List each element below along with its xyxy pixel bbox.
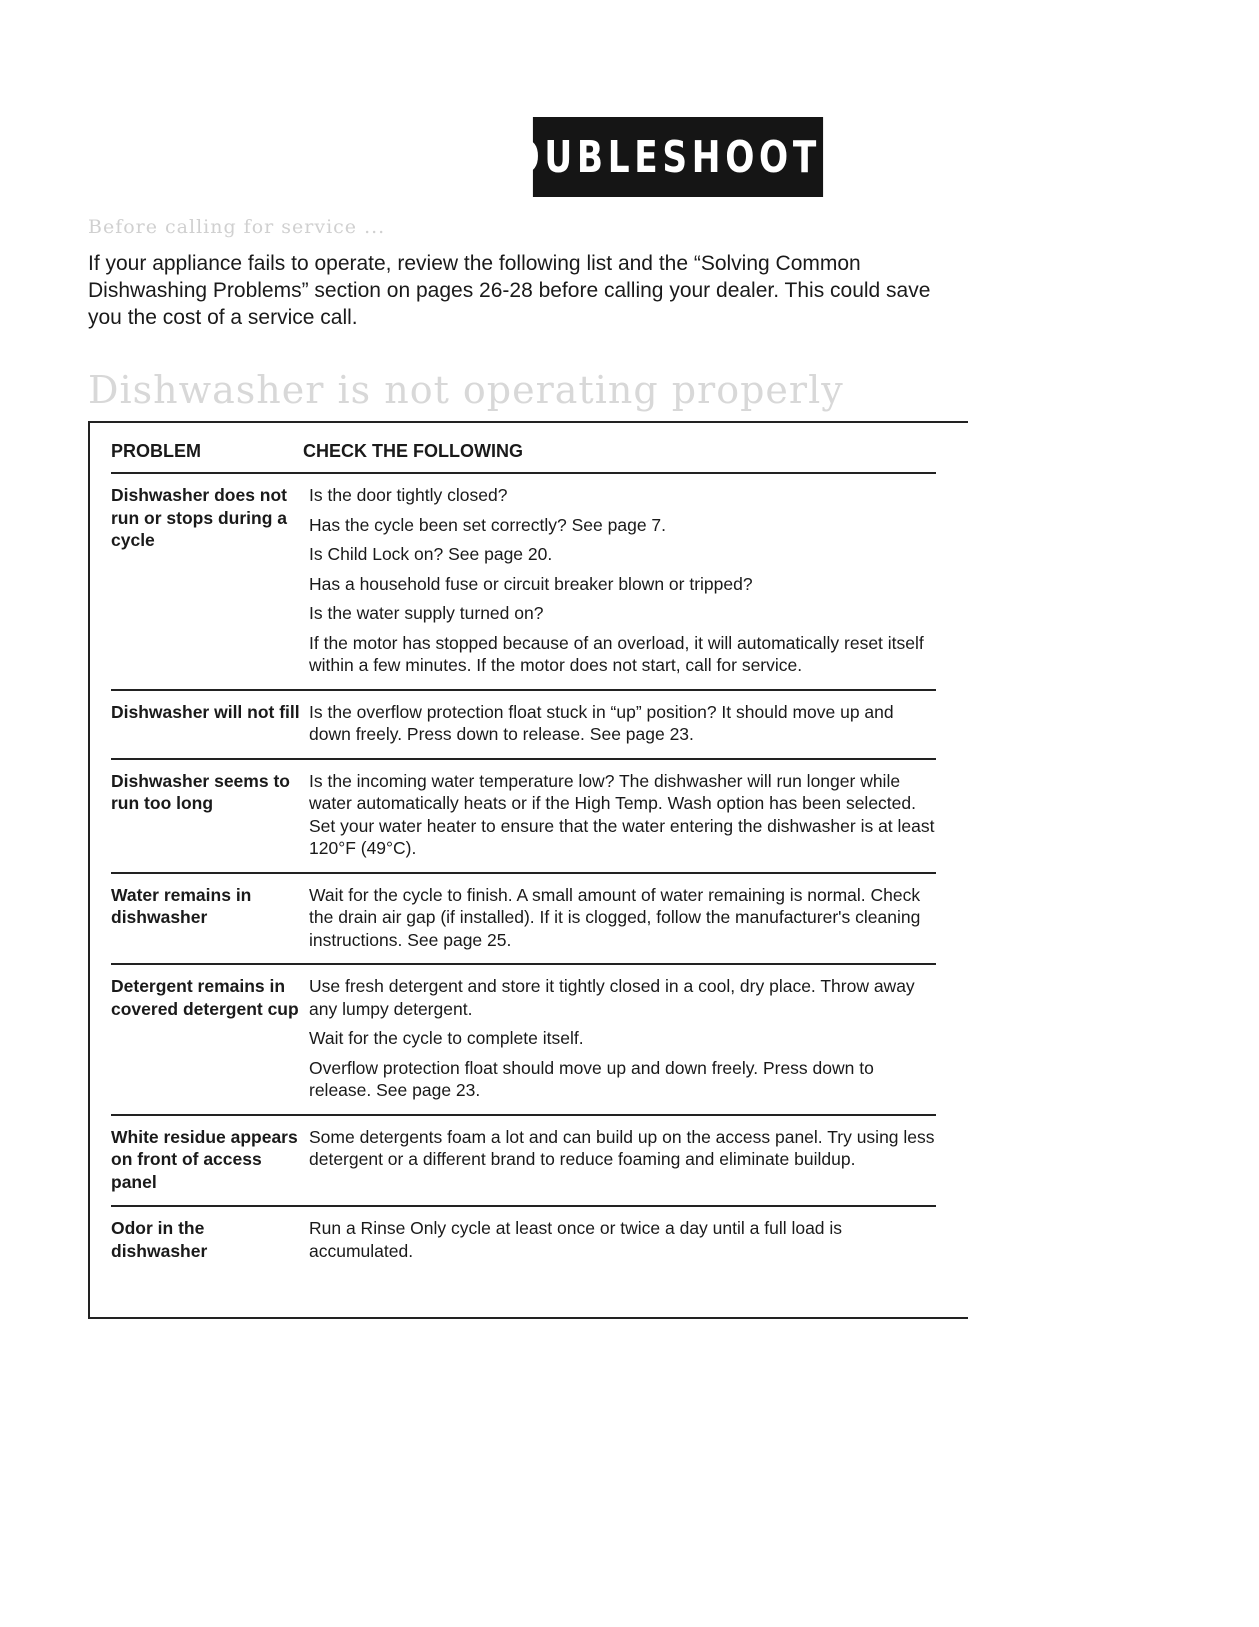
check-item: Run a Rinse Only cycle at least once or twice a day until a full load is accumulated. [309,1218,843,1261]
check-item: Has the cycle been set correctly? See page 7. [309,514,667,535]
check-item: Is the door tightly closed? [309,485,508,505]
checks-cell [309,1126,936,1194]
problem-cell: Dishwasher does not run or stops during a cycle [111,485,288,550]
checks-cell [309,1217,936,1262]
check-item: Has a household fuse or circuit breaker blown or tripped? [309,573,753,594]
checks-cell [309,975,936,1102]
check-item: Is Child Lock on? See page 20. [309,544,553,564]
table-row [111,691,936,760]
table-row [111,874,936,966]
section-title: Dishwasher is not operating properly [88,368,844,412]
check-item: Wait for the cycle to complete itself. [309,1028,584,1048]
header-check: CHECK THE FOLLOWING [303,441,523,461]
problem-cell: Dishwasher will not fill [111,701,300,722]
check-item: If the motor has stopped because of an overload, it will automatically reset itself within a few minutes. If the motor does not start, call for service. [309,632,924,675]
check-item: Is the incoming water temperature low? The dishwasher will run longer while water automatically heats or if the High Temp. Wash option has been selected. Set your water heater to ensure that the water entering the dishwasher is at least 120°F (49°C). [309,770,935,858]
problem-cell: White residue appears on front of access panel [111,1126,298,1192]
check-item: Is the overflow protection float stuck in “up” position? It should move up and down freely. Press down to release. See page 23. [309,701,894,744]
troubleshooting-table [111,441,936,1274]
table-row [111,474,936,691]
check-item: Wait for the cycle to finish. A small amount of water remaining is normal. Check the drain air gap (if installed). If it is clogged, follow the manufacturer's cleaning instructions. See page 25. [309,884,921,950]
check-item: Overflow protection float should move up and down freely. Press down to release. See page 23. [309,1057,874,1100]
page-title: TROUBLESHOOTING [533,117,823,197]
checks-cell [309,770,936,860]
table-header [111,441,936,474]
check-item: Some detergents foam a lot and can build up on the access panel. Try using less detergent or a different brand to reduce foaming and eliminate buildup. [309,1126,935,1169]
problem-cell: Dishwasher seems to run too long [111,770,290,813]
checks-cell [309,884,936,952]
table-row [111,1207,936,1274]
problem-cell: Odor in the dishwasher [111,1218,208,1261]
header-problem: PROBLEM [111,441,201,461]
table-row [111,965,936,1116]
checks-cell [309,701,936,746]
problem-cell: Water remains in dishwasher [111,884,252,927]
problem-cell: Detergent remains in covered detergent cup [111,976,299,1019]
check-item: Is the water supply turned on? [309,603,544,623]
before-calling-heading: Before calling for service ... [88,216,386,238]
table-row [111,760,936,874]
table-row [111,1116,936,1208]
intro-paragraph: If your appliance fails to operate, review the following list and the “Solving Common Dishwashing Problems” section on pages 26-28 before calling your dealer. This could save you the cost of a service call. [88,252,931,329]
checks-cell [309,484,936,677]
check-item: Use fresh detergent and store it tightly closed in a cool, dry place. Throw away any lumpy detergent. [309,976,915,1019]
